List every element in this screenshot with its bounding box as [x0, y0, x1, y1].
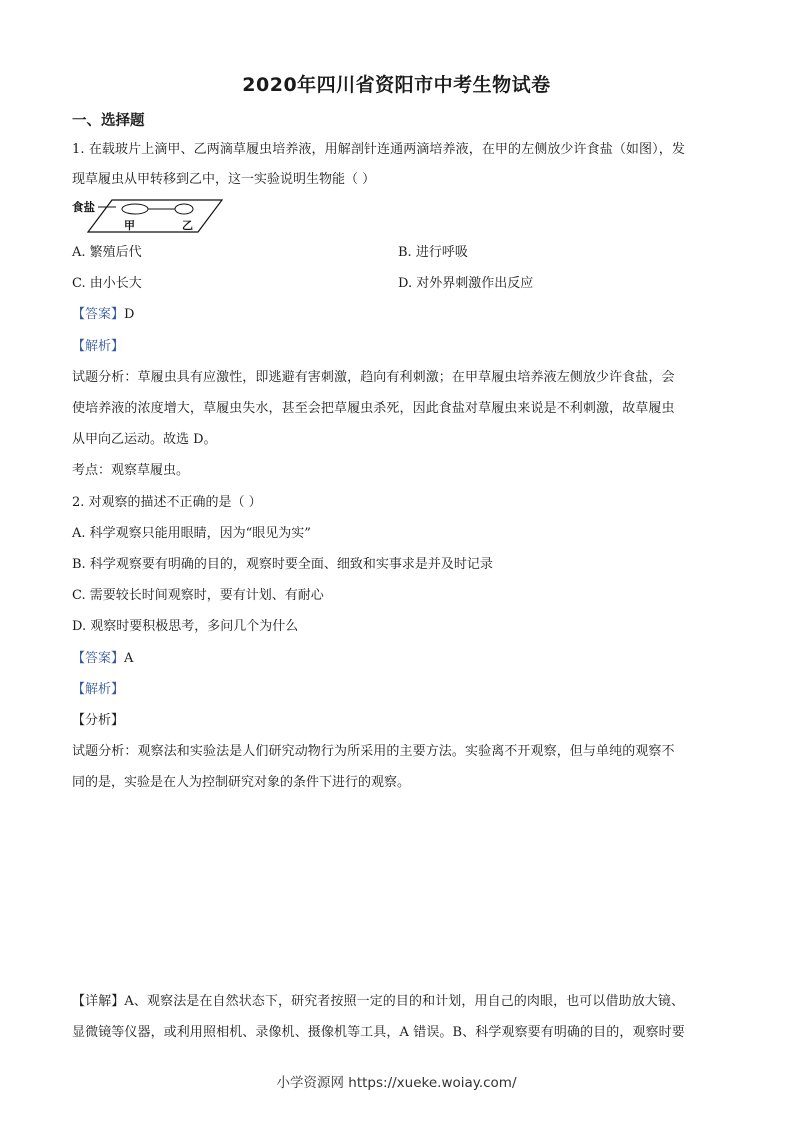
detail-tag: 【详解】: [72, 994, 125, 1009]
q2-answer: [72, 649, 722, 669]
drop-b-label: 乙: [182, 219, 193, 232]
q2-option-c: C. 需要较长时间观察时，要有计划、有耐心: [72, 588, 324, 603]
q2-detail-line1: [72, 992, 722, 1012]
q1-option-a: A. 繁殖后代: [72, 245, 142, 260]
q1-stem-line1: 1. 在载玻片上滴甲、乙两滴草履虫培养液，用解剖针连通两滴培养液，在甲的左侧放少许食盐（如图），发: [72, 142, 685, 157]
q1-option-c: C. 由小长大: [72, 276, 142, 291]
q1-stem-line2: 现草履虫从甲转移到乙中，这一实验说明生物能（ ）: [72, 172, 376, 187]
section-heading: 一、选择题: [72, 113, 145, 129]
q1-analysis-line1: 试题分析：草履虫具有应激性，即逃避有害刺激，趋向有利刺激；在甲草履虫培养液左侧放少许食盐，会: [72, 370, 675, 385]
q1-answer: [72, 305, 722, 325]
q2-analysis-tag: 【解析】: [72, 682, 125, 697]
q2-fenxi-tag: 【分析】: [72, 713, 125, 728]
q1-option-b: B. 进行呼吸: [398, 245, 468, 260]
detail-text: A、观察法是在自然状态下，研究者按照一定的目的和计划，用自己的肉眼，也可以借助放大镜、: [124, 994, 685, 1009]
salt-label: 食盐: [72, 200, 95, 214]
drop-a: [122, 204, 148, 214]
q1-analysis-tag: 【解析】: [72, 339, 125, 354]
q2-fenxi-line2: 同的是，实验是在人为控制研究对象的条件下进行的观察。: [72, 775, 411, 790]
footer-watermark: 小学资源网 https://xueke.woiay.com/: [276, 1075, 517, 1091]
q1-analysis-line3: 从甲向乙运动。故选 D。: [72, 432, 217, 447]
q2-stem: 2. 对观察的描述不正确的是（ ）: [72, 495, 262, 510]
answer-tag: 【答案】: [72, 651, 125, 666]
q2-fenxi-line1: 试题分析：观察法和实验法是人们研究动物行为所采用的主要方法。实验离不开观察，但与单纯的观察不: [72, 744, 675, 759]
answer-tag: 【答案】: [72, 307, 125, 322]
q1-analysis-line2: 使培养液的浓度增大，草履虫失水，甚至会把草履虫杀死，因此食盐对草履虫来说是不利刺激，故草履虫: [72, 401, 675, 416]
q2-option-a: A. 科学观察只能用眼睛，因为“眼见为实”: [72, 526, 311, 541]
q2-detail-line2: 显微镜等仪器，或利用照相机、录像机、摄像机等工具，A 错误。B、科学观察要有明确的目的，观察时要: [72, 1025, 685, 1040]
q2-option-b: B. 科学观察要有明确的目的，观察时要全面、细致和实事求是并及时记录: [72, 557, 493, 572]
drop-b: [175, 204, 193, 214]
answer-value: D: [124, 307, 135, 322]
q1-kaodian: 考点：观察草履虫。: [72, 463, 190, 478]
slide-diagram: [72, 196, 232, 236]
drop-a-label: 甲: [124, 219, 135, 232]
glass-slide: [88, 200, 222, 232]
q1-option-d: D. 对外界刺激作出反应: [398, 276, 534, 291]
answer-value: A: [124, 651, 134, 666]
page-title: 2020年四川省资阳市中考生物试卷: [242, 74, 551, 96]
q2-option-d: D. 观察时要积极思考，多问几个为什么: [72, 619, 299, 634]
